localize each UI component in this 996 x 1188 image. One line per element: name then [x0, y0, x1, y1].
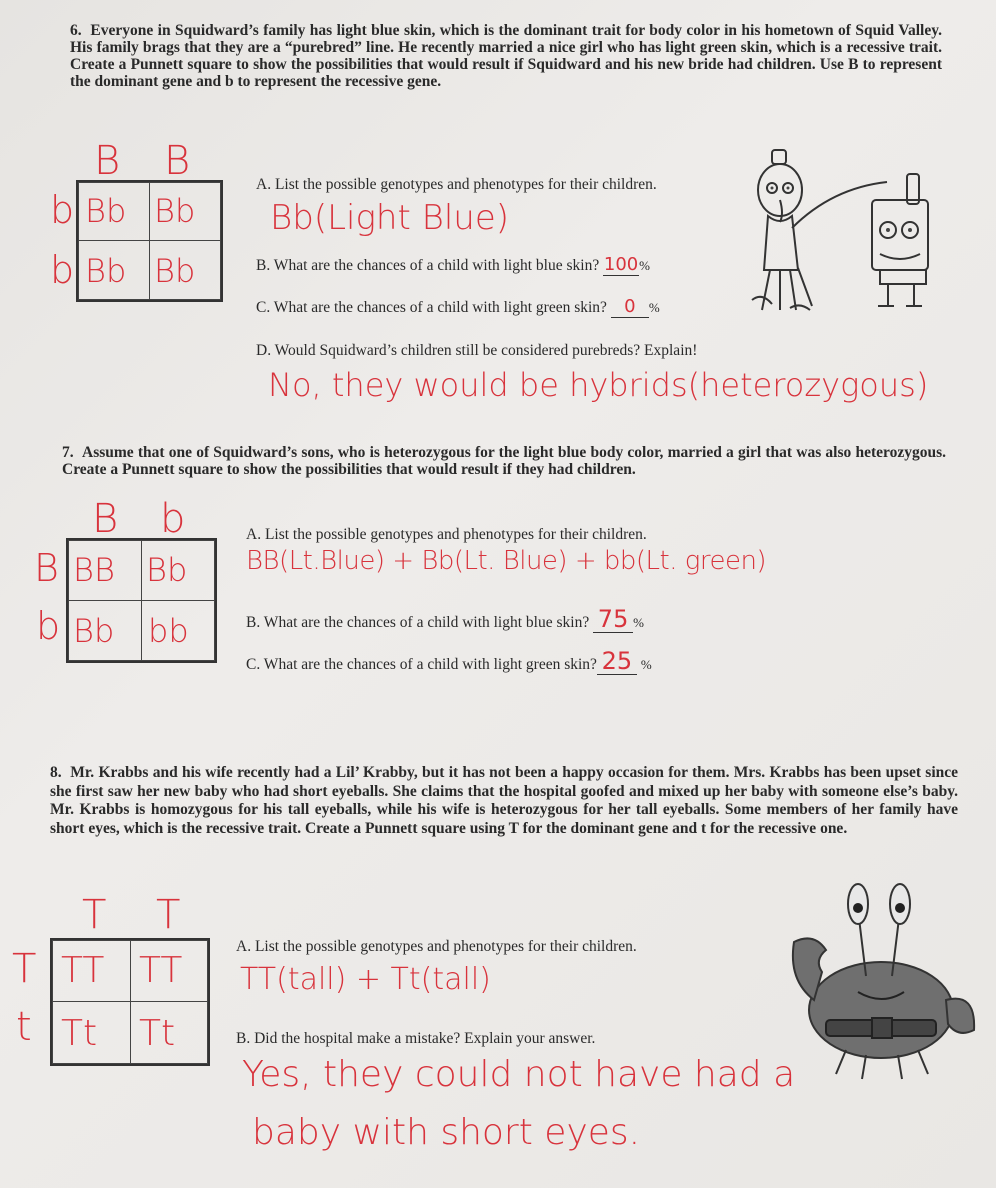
- q8-text: Mr. Krabbs and his wife recently had a Lil’ Krabby, but it has not been a happy occasion for them. Mrs. Krabbs has been upset since she first saw her new baby who had short eyeballs. She claims that the hospital goofed and mixed up her baby with someone else’s baby. Mr. Krabbs is homozygous for his tall eyeballs, while his wife is heterozygous for her tall eyeballs. Some members of her family have short eyes, which is the recessive trait. Create a Punnett square using T for the dominant gene and t for the recessive one.: [50, 764, 959, 837]
- q6-d-label: D. Would Squidward’s children still be considered purebreds? Explain!: [256, 342, 698, 359]
- q8-number: 8.: [50, 764, 62, 781]
- q7-top-allele-1: B: [92, 496, 119, 542]
- q6-text: Everyone in Squidward’s family has light blue skin, which is the dominant trait for body color in his hometown of Squid Valley. His family brags that they are a “purebred” line. He recently married a nice girl who has light green skin, which is a recessive trait. Create a Punnett square to show the possibilities that would result if Squidward and his new bride had children. Use B to represent the dominant gene and b to represent the recessive gene.: [70, 22, 943, 90]
- q8-b-answer-line2: baby with short eyes.: [252, 1112, 641, 1153]
- q6-b-label: B. What are the chances of a child with light blue skin? 100%: [256, 254, 650, 275]
- q6-top-allele-2: B: [164, 138, 191, 184]
- q6-cell: Bb: [149, 240, 221, 300]
- q8-top-allele-1: T: [82, 892, 107, 938]
- q8-cell: TT: [130, 940, 208, 1002]
- q8-side-allele-1: T: [12, 946, 37, 992]
- q7-side-allele-1: B: [34, 546, 59, 590]
- q6-grid: [76, 180, 223, 302]
- q7-a-label: A. List the possible genotypes and phenotypes for their children.: [246, 526, 647, 543]
- q8-side-allele-2: t: [16, 1004, 32, 1050]
- q6-side-allele-1: b: [50, 188, 75, 232]
- q8-cell: Tt: [130, 1001, 208, 1064]
- q7-number: 7.: [62, 444, 74, 461]
- q8-top-allele-2: T: [156, 892, 181, 938]
- q7-top-allele-2: b: [160, 496, 186, 542]
- q7-side-allele-2: b: [36, 604, 61, 648]
- q8-b-label: B. Did the hospital make a mistake? Explain your answer.: [236, 1030, 596, 1047]
- q6-d-answer: No, they would be hybrids(heterozygous): [268, 366, 929, 404]
- q6-cell: Bb: [78, 240, 150, 300]
- q8-b-answer-line1: Yes, they could not have had a: [242, 1054, 796, 1095]
- q6-number: 6.: [70, 22, 82, 39]
- q6-cell: Bb: [149, 182, 221, 241]
- q7-grid: [66, 538, 217, 663]
- q6-a-label: A. List the possible genotypes and phenotypes for their children.: [256, 176, 657, 193]
- q6-cell: Bb: [78, 182, 150, 241]
- q8-cell: TT: [52, 940, 131, 1002]
- mr-krabs-illustration: [786, 880, 976, 1080]
- q6-a-answer: Bb(Light Blue): [270, 198, 510, 238]
- q6-b-answer: 100: [603, 254, 639, 275]
- q7-c-answer: 25: [601, 647, 633, 675]
- q7-cell: Bb: [68, 600, 142, 661]
- q7-b-label: B. What are the chances of a child with light blue skin? 75 %: [246, 605, 644, 633]
- q6-prompt: [70, 22, 942, 90]
- q8-prompt: [50, 764, 958, 838]
- q6-c-answer: 0: [624, 296, 636, 317]
- q6-top-allele-1: B: [94, 138, 121, 184]
- q8-a-answer: TT(tall) + Tt(tall): [240, 962, 491, 997]
- squidward-spongebob-illustration: [750, 150, 950, 320]
- q7-c-label: C. What are the chances of a child with light green skin? 25 %: [246, 647, 652, 675]
- q7-cell: Bb: [141, 540, 215, 601]
- q7-cell: BB: [68, 540, 142, 601]
- q7-a-answer: BB(Lt.Blue) + Bb(Lt. Blue) + bb(Lt. green): [246, 546, 767, 576]
- q6-c-label: C. What are the chances of a child with light green skin? 0 %: [256, 296, 660, 317]
- q8-grid: [50, 938, 210, 1066]
- q7-prompt: [62, 444, 946, 478]
- q7-b-answer: 75: [597, 605, 629, 633]
- q8-cell: Tt: [52, 1001, 131, 1064]
- q8-a-label: A. List the possible genotypes and phenotypes for their children.: [236, 938, 637, 955]
- q6-side-allele-2: b: [50, 248, 75, 292]
- q7-text: Assume that one of Squidward’s sons, who is heterozygous for the light blue body color, married a girl that was also heterozygous. Create a Punnett square to show the possibilities that would result if they had children.: [62, 444, 947, 478]
- q7-cell: bb: [141, 600, 215, 661]
